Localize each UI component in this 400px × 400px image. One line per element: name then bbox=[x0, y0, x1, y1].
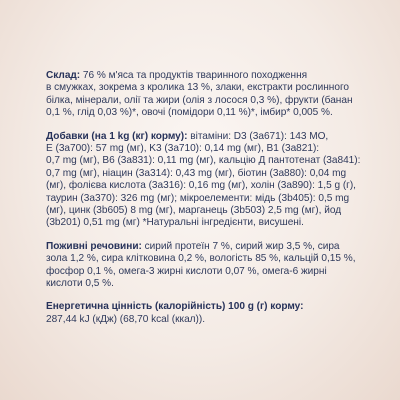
composition-line-2: в смужках, зокрема з кролика 13 %, злаки, екстракти рослинного bbox=[46, 82, 349, 94]
additives-line-1: Добавки (на 1 kg (кг) корму): вітаміни: D3 (3а671): 143 МО, bbox=[46, 130, 329, 142]
additives-line-2: E (3а700): 57 mg (мг), K3 (3а710): 0,14 mg (мг), B1 (3а821): bbox=[46, 143, 320, 155]
composition-line-1: Склад: 76 % м'яса та продуктів тваринного походження bbox=[46, 70, 308, 81]
nutrients-line-1: Поживні речовини: сирий протеїн 7 %, сирий жир 3,5 %, сира bbox=[46, 240, 340, 252]
additives-line-6: таурин (3а370): 326 mg (мг); мікроелементи: мідь (3b405): 0,5 mg bbox=[46, 192, 350, 204]
additives-line-4: 0,7 mg (мг), ніацин (3а314): 0,43 mg (мг), біотин (3а880): 0,04 mg bbox=[46, 167, 347, 179]
additives-line-3: 0,7 mg (мг), B6 (3а831): 0,11 mg (мг), кальцію Д пантотенат (3а841): bbox=[46, 155, 361, 167]
composition-line-3: білка, мінерали, олії та жири (олія з лосося 0,3 %), фрукти (банан bbox=[46, 94, 353, 106]
ingredients-label bbox=[46, 70, 392, 338]
additives-section bbox=[46, 131, 392, 230]
composition-section bbox=[46, 70, 392, 120]
additives-heading: Добавки (на 1 kg (кг) корму): bbox=[46, 130, 188, 142]
composition-line-4: 0,1 %, глід 0,03 %)*, овочі (помідори 0,11 %)*, імбир* 0,005 %. bbox=[46, 107, 333, 119]
nutrients-heading: Поживні речовини: bbox=[46, 240, 142, 252]
composition-heading: Склад: bbox=[46, 70, 81, 81]
additives-line-5: (мг), фолієва кислота (3а316): 0,16 mg (мг), холін (3а890): 1,5 g (г), bbox=[46, 180, 356, 192]
energy-heading: Енергетична цінність (калорійність) 100 g (г) корму: bbox=[46, 300, 304, 312]
nutrients-line-3: фосфор 0,1 %, омега-3 жирні кислоти 0,07 %, омега-6 жирні bbox=[46, 265, 327, 277]
energy-section bbox=[46, 301, 392, 327]
nutrients-line-4: кислоти 0,5 %. bbox=[46, 278, 114, 290]
nutrients-line-2: зола 1,2 %, сира клітковина 0,2 %, вологість 85 %, кальцій 0,15 %, bbox=[46, 253, 356, 265]
energy-value: 287,44 kJ (кДж) (68,70 kcal (ккал)). bbox=[46, 313, 206, 325]
additives-line-8: (3b201) 0,51 mg (мг) *Натуральні інгредієнти, висушені. bbox=[46, 217, 304, 229]
additives-line-7: (мг), цинк (3b605) 8 mg (мг), марганець (3b503) 2,5 mg (мг), йод bbox=[46, 205, 342, 217]
nutrients-section bbox=[46, 241, 392, 291]
